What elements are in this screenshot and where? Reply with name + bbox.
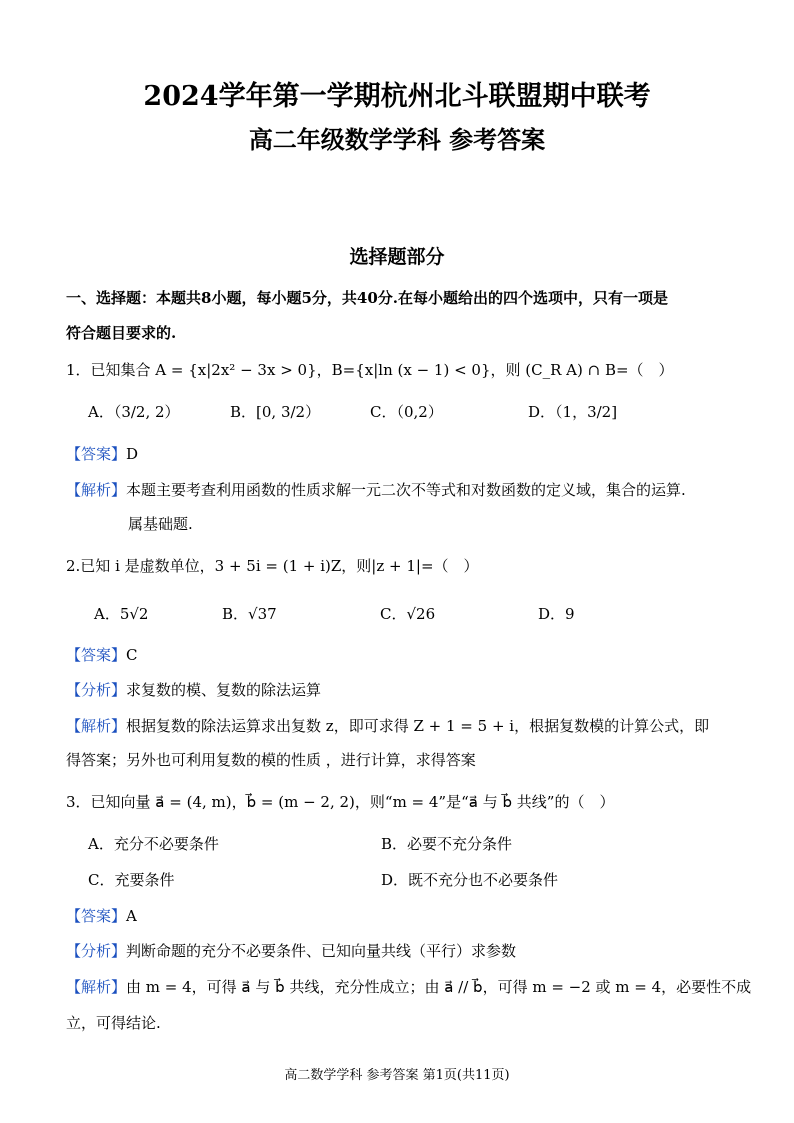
q2-option-c: C．√26 [380, 605, 436, 623]
answer-tag: 【答案】 [66, 907, 127, 925]
q2-analysis [66, 716, 709, 736]
q2-fenxi [66, 680, 321, 700]
q3-analysis [66, 977, 751, 997]
answer-value: C [126, 646, 138, 664]
fenxi-text: 判断命题的充分不必要条件、已知向量共线（平行）求参数 [126, 942, 517, 960]
q2-option-b: B．√37 [222, 605, 277, 623]
q3-analysis-cont: 立，可得结论. [66, 1014, 161, 1032]
q1-stem: 1．已知集合 A = {x|2x² − 3x > 0}，B={x|ln (x − 1) < 0}，则 (C_R A) ∩ B=（ ） [66, 361, 674, 379]
q3-option-a: A．充分不必要条件 [88, 835, 219, 853]
q3-answer [66, 906, 137, 926]
q3-stem: 3．已知向量 a⃗ = (4, m)，b⃗ = (m − 2, 2)，则“m = 4”是“a⃗ 与 b⃗ 共线”的（ ） [66, 793, 615, 811]
q2-stem: 2.已知 i 是虚数单位，3 + 5i = (1 + i)Z，则|z + 1|=（ ） [66, 557, 479, 575]
answer-tag: 【答案】 [66, 646, 127, 664]
fenxi-tag: 【分析】 [66, 942, 127, 960]
q1-answer [66, 444, 138, 464]
section-heading: 选择题部分 [349, 246, 445, 268]
q3-option-d: D．既不充分也不必要条件 [381, 871, 559, 889]
intro-line-2: 符合题目要求的. [66, 324, 177, 342]
q3-option-c: C．充要条件 [88, 871, 175, 889]
fenxi-text: 求复数的模、复数的除法运算 [126, 681, 322, 699]
intro-line-1: 一、选择题：本题共8小题，每小题5分，共40分.在每小题给出的四个选项中，只有一项是 [66, 289, 668, 307]
answer-value: A [126, 907, 137, 925]
q1-option-b: B．[0, 3/2） [230, 403, 321, 421]
analysis-tag: 【解析】 [66, 978, 127, 996]
q3-fenxi [66, 941, 516, 961]
page-title: 2024学年第一学期杭州北斗联盟期中联考 [143, 81, 651, 112]
q2-option-a: A．5√2 [94, 605, 149, 623]
analysis-text: 根据复数的除法运算求出复数 z，即可求得 Z + 1 = 5 + i，根据复数模的计算公式，即 [126, 717, 710, 735]
q1-option-a: A．（3/2, 2） [88, 403, 180, 421]
q2-analysis-cont: 得答案；另外也可利用复数的模的性质 ，进行计算，求得答案 [66, 751, 476, 769]
answer-value: D [126, 445, 139, 463]
q1-analysis-cont: 属基础题. [128, 515, 193, 533]
q1-option-d: D．（1，3/2] [528, 403, 618, 421]
analysis-text: 本题主要考查利用函数的性质求解一元二次不等式和对数函数的定义域，集合的运算. [126, 481, 686, 499]
q2-answer [66, 645, 138, 665]
answer-tag: 【答案】 [66, 445, 127, 463]
page-subtitle: 高二年级数学学科 参考答案 [248, 125, 546, 154]
analysis-text: 由 m = 4，可得 a⃗ 与 b⃗ 共线，充分性成立；由 a⃗ // b⃗，可得 m = −2 或 m = 4，必要性不成 [126, 978, 752, 996]
analysis-tag: 【解析】 [66, 481, 127, 499]
page-footer: 高二数学学科 参考答案 第1页(共11页) [284, 1068, 510, 1083]
analysis-tag: 【解析】 [66, 717, 127, 735]
q2-option-d: D．9 [538, 605, 575, 623]
fenxi-tag: 【分析】 [66, 681, 127, 699]
q3-option-b: B．必要不充分条件 [381, 835, 513, 853]
q1-analysis [66, 480, 686, 500]
q1-option-c: C．（0,2） [370, 403, 443, 421]
